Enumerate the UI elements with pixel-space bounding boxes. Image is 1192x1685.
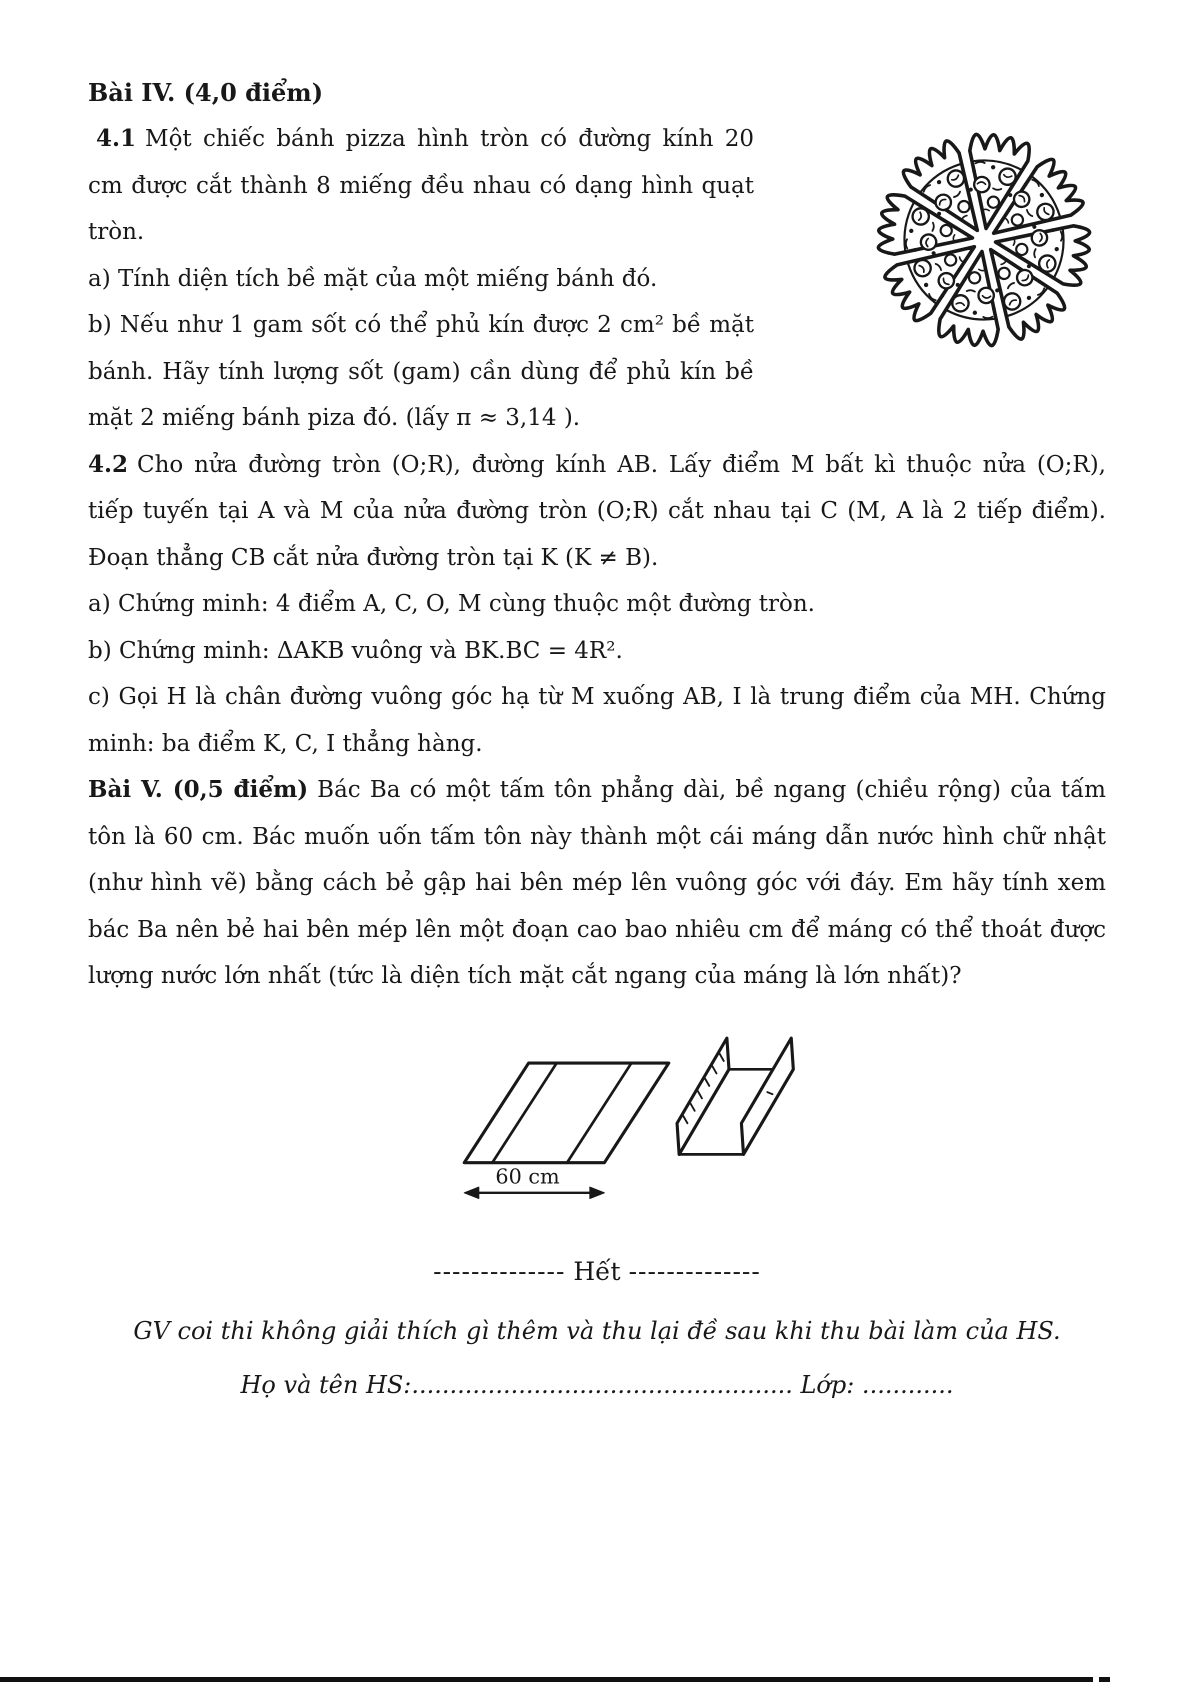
question-4-2-part-b: b) Chứng minh: ΔAKB vuông và BK.BC = 4R². (88, 637, 623, 664)
end-dashes-right: -------------- (628, 1256, 761, 1286)
question-4-1-part-b: b) Nếu như 1 gam sốt có thể phủ kín được 2 cm² bề mặt bánh. Hãy tính lượng sốt (gam) cần dùng để phủ kín bề mặt 2 miếng bánh piza đó. (lấy π ≈ 3,14 ). (88, 312, 754, 431)
section-5-header: Bài V. (0,5 điểm) (88, 776, 309, 803)
question-4-2-number: 4.2 (88, 450, 129, 478)
pizza-figure (762, 118, 1106, 378)
section-5-text: Bác Ba có một tấm tôn phẳng dài, bề ngang (chiều rộng) của tấm tôn là 60 cm. Bác muốn uốn tấm tôn này thành một cái máng dẫn nước hình chữ nhật (như hình vẽ) bằng cách bẻ gập hai bên mép lên vuông góc với đáy. Em hãy tính xem bác Ba nên bẻ hai bên mép lên một đoạn cao bao nhiêu cm để máng có thể thoát được lượng nước lớn nhất (tức là diện tích mặt cắt ngang của máng là lớn nhất)? (88, 777, 1106, 989)
end-dashes-left: -------------- (433, 1256, 566, 1286)
question-4-2-part-c: c) Gọi H là chân đường vuông góc hạ từ M xuống AB, I là trung điểm của MH. Chứng minh: ba điểm K, C, I thẳng hàng. (88, 684, 1106, 757)
scan-artifact-dot (1099, 1677, 1110, 1682)
figure-width-label: 60 cm (495, 1163, 560, 1188)
sheet-metal-illustration-icon (430, 1026, 812, 1206)
section-4-header: Bài IV. (4,0 điểm) (88, 78, 324, 107)
question-4-1-number: 4.1 (96, 125, 137, 152)
question-4-1-part-a: a) Tính diện tích bề mặt của một miếng bánh đó. (88, 265, 658, 292)
student-name-line: Họ và tên HS:.................................................. Lớp: ............ (240, 1370, 954, 1399)
question-4-2-intro (88, 442, 1106, 582)
question-4-1-intro-text: Một chiếc bánh pizza hình tròn có đường kính 20 cm được cắt thành 8 miếng đều nhau có dạng hình quạt tròn. (88, 126, 754, 245)
question-4-1-block (88, 116, 1106, 442)
question-4-2-part-a: a) Chứng minh: 4 điểm A, C, O, M cùng thuộc một đường tròn. (88, 591, 815, 617)
end-marker (88, 1254, 1106, 1290)
end-label: Hết (573, 1256, 621, 1286)
scan-artifact-bar (0, 1677, 1093, 1682)
sheet-metal-figure (430, 1026, 812, 1210)
question-4-2-intro-text: Cho nửa đường tròn (O;R), đường kính AB. Lấy điểm M bất kì thuộc nửa (O;R), tiếp tuyến tại A và M của nửa đường tròn (O;R) cắt nhau tại C (M, A là 2 tiếp điểm). Đoạn thẳng CB cắt nửa đường tròn tại K (K ≠ B). (88, 451, 1106, 571)
proctor-note: GV coi thi không giải thích gì thêm và thu lại đề sau khi thu bài làm của HS. (133, 1316, 1061, 1345)
pizza-illustration-icon (862, 118, 1106, 362)
section-5-paragraph (88, 767, 1106, 1000)
